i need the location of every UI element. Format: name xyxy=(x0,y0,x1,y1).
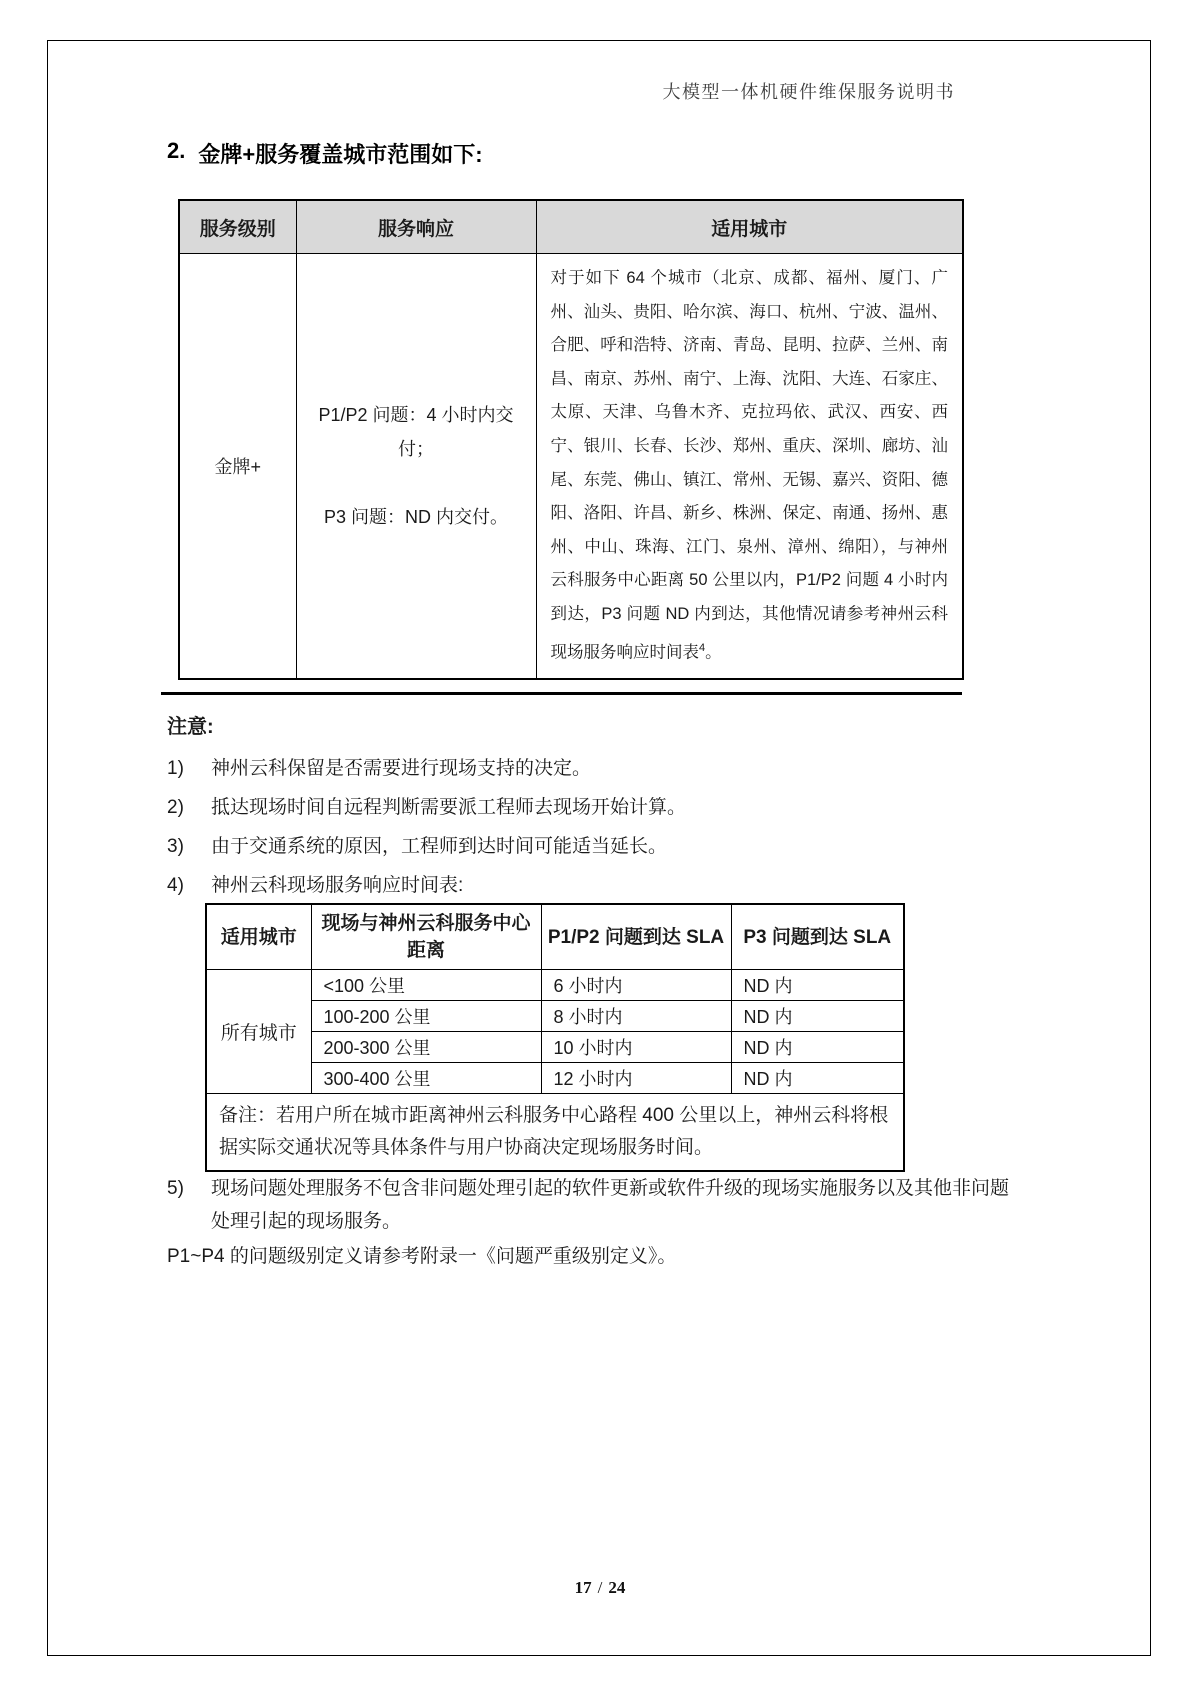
footnote-reference-4: 4 xyxy=(699,641,706,654)
footer-total-pages: 24 xyxy=(608,1578,626,1597)
note-item xyxy=(167,755,987,782)
p3-sla-cell: ND 内 xyxy=(731,1063,904,1094)
distance-cell: <100 公里 xyxy=(311,970,541,1001)
header-service-level: 服务级别 xyxy=(179,200,296,254)
page-footer xyxy=(0,1578,1200,1598)
p3-sla-cell: ND 内 xyxy=(731,1001,904,1032)
table-row xyxy=(206,1032,904,1063)
service-coverage-table-body-row xyxy=(179,254,963,679)
header-p1p2-sla: P1/P2 问题到达 SLA xyxy=(541,904,731,970)
header-applicable-cities: 适用城市 xyxy=(536,200,963,254)
applicable-cities-cell xyxy=(536,254,963,679)
header-applicable-city: 适用城市 xyxy=(206,904,311,970)
horizontal-divider-rule xyxy=(161,692,962,695)
cities-text-period: 。 xyxy=(705,643,722,662)
response-p1p2-line: P1/P2 问题：4 小时内交付； xyxy=(318,404,514,459)
service-level-cell: 金牌+ xyxy=(179,254,296,679)
note-item xyxy=(167,794,987,821)
city-scope-cell: 所有城市 xyxy=(206,970,311,1094)
note-text: 抵达现场时间自远程判断需要派工程师去现场开始计算。 xyxy=(211,797,687,818)
note-text: 神州云科保留是否需要进行现场支持的决定。 xyxy=(211,758,592,779)
header-service-response: 服务响应 xyxy=(296,200,536,254)
p1p2-sla-cell: 8 小时内 xyxy=(541,1001,731,1032)
note-number: 3) xyxy=(167,836,184,857)
note-text: 由于交通系统的原因，工程师到达时间可能适当延长。 xyxy=(211,836,668,857)
table-row xyxy=(206,970,904,1001)
note-text: 神州云科现场服务响应时间表: xyxy=(211,875,464,896)
header-p3-sla: P3 问题到达 SLA xyxy=(731,904,904,970)
remark-cell: 备注：若用户所在城市距离神州云科服务中心路程 400 公里以上，神州云科将根据实际交通状况等具体条件与用户协商决定现场服务时间。 xyxy=(206,1094,904,1172)
p1p2-sla-cell: 12 小时内 xyxy=(541,1063,731,1094)
service-coverage-table-header-row xyxy=(179,200,963,254)
document-header-title: 大模型一体机硬件维保服务说明书 xyxy=(662,82,955,102)
service-response-cell xyxy=(296,254,536,679)
response-time-table-header-row xyxy=(206,904,904,970)
footer-page-number: 17 xyxy=(574,1578,592,1597)
table-row xyxy=(206,1001,904,1032)
header-distance: 现场与神州云科服务中心距离 xyxy=(311,904,541,970)
p1p2-sla-cell: 6 小时内 xyxy=(541,970,731,1001)
note-number: 4) xyxy=(167,875,184,896)
p3-sla-cell: ND 内 xyxy=(731,970,904,1001)
distance-cell: 100-200 公里 xyxy=(311,1001,541,1032)
note-item xyxy=(167,872,987,899)
p-level-definition-note: P1~P4 的问题级别定义请参考附录一《问题严重级别定义》。 xyxy=(167,1246,677,1267)
p3-sla-cell: ND 内 xyxy=(731,1032,904,1063)
note-item xyxy=(167,833,987,860)
section-heading xyxy=(167,138,483,169)
note-number: 1) xyxy=(167,758,184,779)
service-coverage-table xyxy=(178,199,964,680)
note-text: 现场问题处理服务不包含非问题处理引起的软件更新或软件升级的现场实施服务以及其他非问题处理引起的现场服务。 xyxy=(211,1178,1010,1232)
p1p2-sla-cell: 10 小时内 xyxy=(541,1032,731,1063)
note-number: 5) xyxy=(167,1178,184,1199)
cities-text: 对于如下 64 个城市（北京、成都、福州、厦门、广州、汕头、贵阳、哈尔滨、海口、杭州、宁波、温州、合肥、呼和浩特、济南、青岛、昆明、拉萨、兰州、南昌、南京、苏州、南宁、上海、沈阳、大连、石家庄、太原、天津、乌鲁木齐、克拉玛依、武汉、西安、西宁、银川、长春、长沙、郑州、重庆、深圳、廊坊、汕尾、东莞、佛山、镇江、常州、无锡、嘉兴、资阳、德阳、洛阳、许昌、新乡、株洲、保定、南通、扬州、惠州、中山、珠海、江门、泉州、漳州、绵阳），与神州云科服务中心距离 50 公里以内，P1/P2 问题 4 小时内到达，P3 问题 ND 内到达，其他情况请参考神州云科现场服务响应时间表 xyxy=(550,269,948,662)
table-row xyxy=(206,1063,904,1094)
distance-cell: 200-300 公里 xyxy=(311,1032,541,1063)
table-remark-row xyxy=(206,1094,904,1172)
section-heading-text: 金牌+服务覆盖城市范围如下: xyxy=(198,142,483,167)
footer-separator: / xyxy=(597,1578,603,1597)
response-p3-line: P3 问题：ND 内交付。 xyxy=(323,506,509,527)
section-heading-number: 2. xyxy=(167,138,186,163)
note-item-5 xyxy=(167,1172,1015,1238)
response-time-table xyxy=(205,903,905,1172)
note-number: 2) xyxy=(167,797,184,818)
notes-section xyxy=(167,710,987,911)
distance-cell: 300-400 公里 xyxy=(311,1063,541,1094)
notes-label: 注意: xyxy=(167,716,214,738)
